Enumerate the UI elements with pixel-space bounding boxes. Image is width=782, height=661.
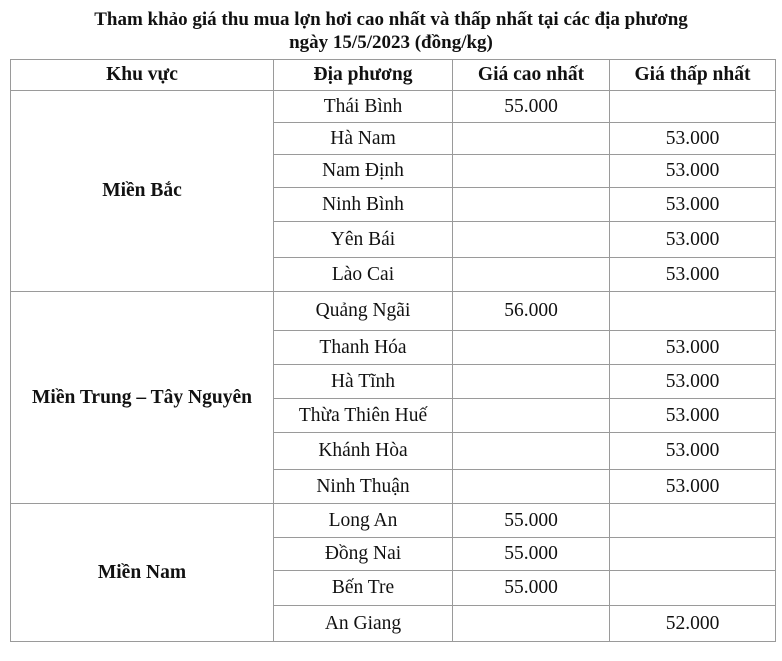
high-price-cell	[453, 365, 610, 399]
place-cell: Long An	[274, 504, 453, 538]
low-price-cell: 53.000	[610, 123, 776, 155]
place-cell: Yên Bái	[274, 222, 453, 258]
high-price-cell	[453, 606, 610, 642]
low-price-cell	[610, 504, 776, 538]
low-price-cell: 53.000	[610, 222, 776, 258]
price-table	[10, 59, 776, 642]
place-cell: Khánh Hòa	[274, 433, 453, 470]
place-cell: Bến Tre	[274, 571, 453, 606]
high-price-cell: 55.000	[453, 504, 610, 538]
region-cell: Miền Bắc	[11, 91, 274, 292]
low-price-cell: 53.000	[610, 399, 776, 433]
high-price-cell	[453, 470, 610, 504]
low-price-cell	[610, 91, 776, 123]
high-price-cell	[453, 331, 610, 365]
header-low-price: Giá thấp nhất	[610, 60, 776, 91]
region-cell: Miền Nam	[11, 504, 274, 642]
high-price-cell: 55.000	[453, 571, 610, 606]
low-price-cell: 53.000	[610, 258, 776, 292]
place-cell: Lào Cai	[274, 258, 453, 292]
place-cell: Hà Tĩnh	[274, 365, 453, 399]
low-price-cell: 53.000	[610, 470, 776, 504]
low-price-cell: 53.000	[610, 155, 776, 188]
low-price-cell	[610, 571, 776, 606]
table-row	[11, 292, 776, 331]
place-cell: Thái Bình	[274, 91, 453, 123]
header-region: Khu vực	[11, 60, 274, 91]
place-cell: Ninh Thuận	[274, 470, 453, 504]
header-place: Địa phương	[274, 60, 453, 91]
place-cell: Đồng Nai	[274, 538, 453, 571]
place-cell: Nam Định	[274, 155, 453, 188]
low-price-cell	[610, 538, 776, 571]
place-cell: Thanh Hóa	[274, 331, 453, 365]
low-price-cell: 53.000	[610, 188, 776, 222]
place-cell: An Giang	[274, 606, 453, 642]
header-high-price: Giá cao nhất	[453, 60, 610, 91]
header-row	[11, 60, 776, 91]
low-price-cell: 52.000	[610, 606, 776, 642]
region-cell: Miền Trung – Tây Nguyên	[11, 292, 274, 504]
high-price-cell	[453, 188, 610, 222]
high-price-cell	[453, 258, 610, 292]
high-price-cell: 55.000	[453, 538, 610, 571]
low-price-cell	[610, 292, 776, 331]
low-price-cell: 53.000	[610, 433, 776, 470]
low-price-cell: 53.000	[610, 365, 776, 399]
high-price-cell	[453, 155, 610, 188]
place-cell: Quảng Ngãi	[274, 292, 453, 331]
high-price-cell	[453, 222, 610, 258]
high-price-cell	[453, 433, 610, 470]
table-row	[11, 91, 776, 123]
place-cell: Hà Nam	[274, 123, 453, 155]
high-price-cell: 56.000	[453, 292, 610, 331]
high-price-cell	[453, 123, 610, 155]
table-body	[11, 91, 776, 642]
place-cell: Ninh Bình	[274, 188, 453, 222]
high-price-cell	[453, 399, 610, 433]
place-cell: Thừa Thiên Huế	[274, 399, 453, 433]
title-line-1: Tham khảo giá thu mua lợn hơi cao nhất và thấp nhất tại các địa phương	[94, 9, 688, 30]
page-title	[0, 8, 782, 54]
title-line-2: ngày 15/5/2023 (đồng/kg)	[289, 32, 493, 53]
table-row	[11, 504, 776, 538]
low-price-cell: 53.000	[610, 331, 776, 365]
high-price-cell: 55.000	[453, 91, 610, 123]
